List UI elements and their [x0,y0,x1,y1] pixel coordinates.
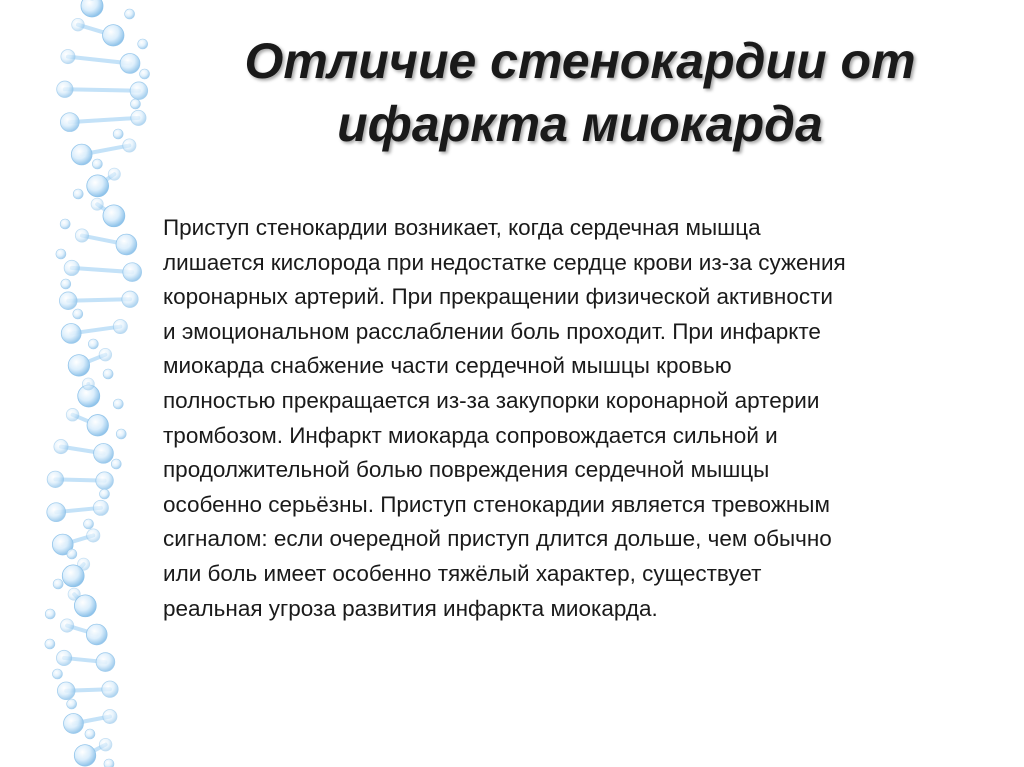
dna-bead [122,291,138,307]
dna-bead [74,745,95,766]
dna-bead [88,339,98,349]
dna-bead [113,319,127,333]
dna-bead [116,234,137,255]
body-line: продолжительной болью повреждения сердечной мышцы [163,457,770,483]
dna-bead [93,500,108,515]
dna-bead [91,198,103,210]
dna-bead [82,378,94,390]
dna-bead [103,369,113,379]
dna-bead [74,595,96,617]
dna-bead [73,309,83,319]
dna-bond [68,299,130,301]
dna-bead [71,144,92,165]
dna-bead [75,229,88,242]
dna-bead [103,25,124,46]
dna-bead [68,355,89,376]
dna-bead [84,519,94,529]
dna-bead [94,443,114,463]
dna-bead [64,260,79,275]
slide-title [160,30,1000,156]
dna-bead [87,529,100,542]
body-paragraph [163,211,1013,626]
body-line: тромбозом. Инфаркт миокарда сопровождается сильной и [163,422,778,448]
dna-bead [73,189,83,199]
dna-bead [57,81,73,97]
dna-bead [61,50,75,64]
dna-bead [99,489,109,499]
dna-bead [57,682,75,700]
dna-bead [111,459,121,469]
dna-bead [61,324,81,344]
dna-bead [60,219,70,229]
dna-bead [123,263,142,282]
dna-bond [65,89,139,90]
dna-bead [86,624,107,645]
body-line: и эмоциональном расслаблении боль проходит. При инфаркте [163,318,821,344]
body-line: реальная угроза развития инфаркта миокарда. [163,595,658,621]
dna-bead [64,714,84,734]
body-line: полностью прекращается из-за закупорки коронарной артерии [163,387,820,413]
dna-bead [60,113,79,132]
dna-bead [138,39,148,49]
dna-bead [53,579,63,589]
dna-bead [113,399,123,409]
dna-bead [99,348,112,361]
body-line: Приступ стенокардии возникает, когда сердечная мышца [163,215,761,240]
dna-bead [72,18,85,31]
dna-bead [62,565,84,587]
dna-bead [52,669,62,679]
dna-bead [60,619,73,632]
title-line: ифаркта миокарда [337,96,823,152]
dna-bead [96,472,114,490]
dna-bead [45,609,55,619]
dna-bond [70,118,139,122]
body-line: лишается кислорода при недостатке сердце крови из-за сужения [163,249,846,275]
dna-bead [104,759,114,767]
dna-beads [45,0,150,767]
dna-bead [66,408,79,421]
dna-bead [56,650,71,665]
body-line: особенно серьёзны. Приступ стенокардии является тревожным [163,491,830,517]
dna-bead [99,738,112,751]
dna-bead [59,292,77,310]
dna-bead [103,205,125,227]
dna-bead [103,709,117,723]
dna-bead [47,471,63,487]
dna-bead [87,175,109,197]
dna-bead [67,549,77,559]
dna-bead [113,129,123,139]
dna-bead [56,249,66,259]
dna-bead [116,429,126,439]
dna-bead [130,82,148,100]
body-line: сигналом: если очередной приступ длится дольше, чем обычно [163,526,832,552]
dna-bead [125,9,135,19]
dna-bead [85,729,95,739]
dna-bead [81,0,103,17]
body-line: миокарда снабжение части сердечной мышцы кровью [163,353,732,379]
dna-bead [123,139,136,152]
dna-bead [67,699,77,709]
body-line: коронарных артерий. При прекращении физической активности [163,284,833,310]
dna-bead [102,681,118,697]
dna-bead [130,99,140,109]
dna-bead [120,53,140,73]
dna-bead [108,168,120,180]
dna-bead [96,653,115,672]
body-line: или боль имеет особенно тяжёлый характер, существует [163,560,762,586]
dna-bead [87,415,108,436]
dna-bead [140,69,150,79]
dna-bead [131,110,146,125]
dna-bead [61,279,71,289]
dna-bead [47,503,66,522]
dna-bead [45,639,55,649]
dna-bead [92,159,102,169]
title-line: Отличие стенокардии от [244,33,916,89]
dna-bead [54,440,68,454]
